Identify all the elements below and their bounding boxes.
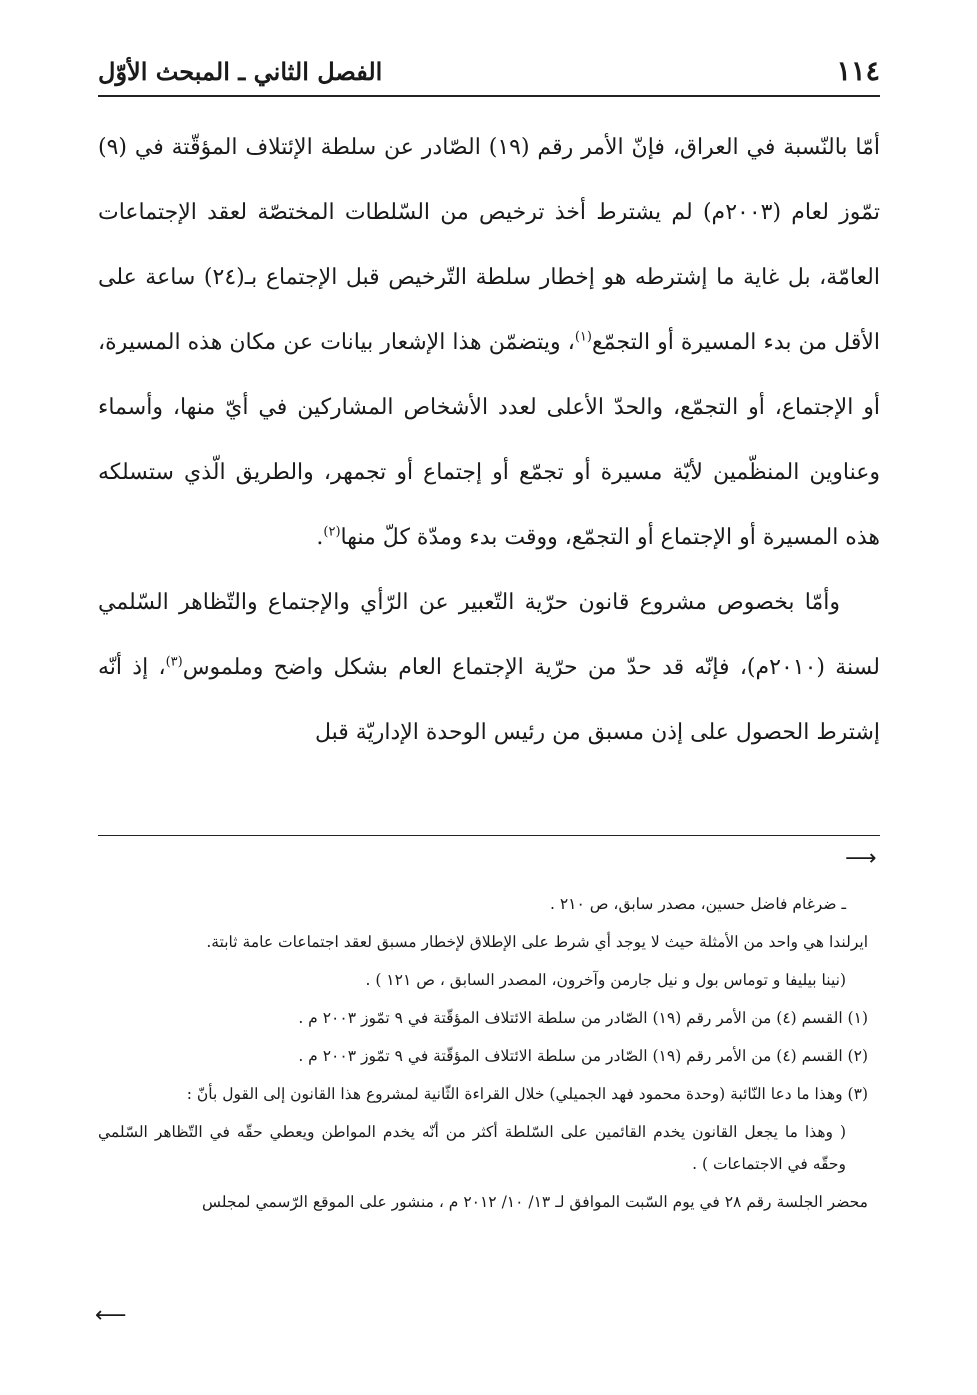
footnote-marker-1: (١) <box>574 329 592 345</box>
paragraph-1-text: أمّا بالنّسبة في العراق، فإنّ الأمر رقم (١٩) الصّادر عن سلطة الإئتلاف المؤقّتة في (٩) تمّوز لعام (٢٠٠٣م) لم يشترط أخذ ترخيص من السّلطات المختصّة لعقد الإجتماعات العامّة، بل غاية ما إشترطه هو إخطار سلطة التّرخيص قبل الإجتماع بـ(٢٤) ساعة على الأقل من بدء المسيرة أو التجمّع <box>98 135 881 355</box>
paragraph-1-end: . <box>316 525 324 550</box>
page-number: ١١٤ <box>836 56 880 87</box>
paragraph-2-text: وأمّا بخصوص مشروع قانون حرّية التّعبير عن الرّأي والإجتماع والتّظاهر السّلمي لسنة (٢٠١٠م)، فإنّه قد حدّ من حرّية الإجتماع العام بشكل واضح وملموس <box>98 590 881 680</box>
running-title: الفصل الثاني ـ المبحث الأوّل <box>98 57 383 86</box>
footnotes <box>98 888 868 1224</box>
paragraph-2-end: ، إذ أنّه إشترط الحصول على إذن مسبق من رئيس الوحدة الإداريّة قبل <box>98 655 880 745</box>
footnote-1: (١) القسم (٤) من الأمر رقم (١٩) الصّادر من سلطة الائتلاف المؤقّتة في ٩ تمّوز ٢٠٠٣ م . <box>298 1009 868 1027</box>
paragraph-1 <box>98 115 880 570</box>
page-header <box>98 52 880 92</box>
continuation-arrow-top: ⟶ <box>845 846 877 871</box>
footnote-marker-3: (٣) <box>165 654 183 670</box>
continuation-arrow-bottom: ⟵ <box>95 1303 127 1328</box>
footnote-3-quote: ( وهذا ما يجعل القانون يخدم القائمين على السّلطة أكثر من أنّه يخدم المواطن ويعطي حقّه في التّظاهر السّلمي وحقّه في الاجتماعات ) . <box>98 1123 846 1173</box>
paragraph-2 <box>98 570 880 765</box>
footnote-continued-line3: (نينا بيليفا و توماس بول و نيل جارمن وآخرون، المصدر السابق ، ص ١٢١ ) . <box>365 971 846 989</box>
footnote-continued-line2: ايرلندا هي واحد من الأمثلة حيث لا يوجد أي شرط على الإطلاق لإخطار مسبق لعقد اجتماعات عامة ثابتة. <box>206 933 868 951</box>
header-divider <box>98 95 880 97</box>
footnote-divider <box>98 835 880 836</box>
main-text <box>98 115 880 765</box>
footnote-3-source: محضر الجلسة رقم ٢٨ في يوم السّبت الموافق لـ ١٣/ ١٠/ ٢٠١٢ م ، منشور على الموقع الرّسمي لمجلس <box>201 1193 868 1211</box>
footnote-continued-line1: ـ ضرغام فاضل حسين، مصدر سابق، ص ٢١٠ . <box>550 895 846 913</box>
footnote-2: (٢) القسم (٤) من الأمر رقم (١٩) الصّادر من سلطة الائتلاف المؤقّتة في ٩ تمّوز ٢٠٠٣ م . <box>298 1047 868 1065</box>
paragraph-1-middle: ، ويتضمّن هذا الإشعار بيانات عن مكان هذه المسيرة، أو الإجتماع، أو التجمّع، والحدّ الأعلى لعدد الأشخاص المشاركين في أيّ منها، وأسماء وعناوين المنظّمين لأيّة مسيرة أو تجمّع أو إجتماع أو تجمهر، والطريق الّذي ستسلكه هذه المسيرة أو الإجتماع أو التجمّع، ووقت بدء ومدّة كلّ منها <box>98 330 880 550</box>
footnote-marker-2: (٢) <box>323 524 341 540</box>
footnote-3: (٣) وهذا ما دعا النّائبة (وحدة محمود فهد الجميلي) خلال القراءة الثّانية لمشروع هذا القانون إلى القول بأنّ : <box>186 1085 868 1103</box>
